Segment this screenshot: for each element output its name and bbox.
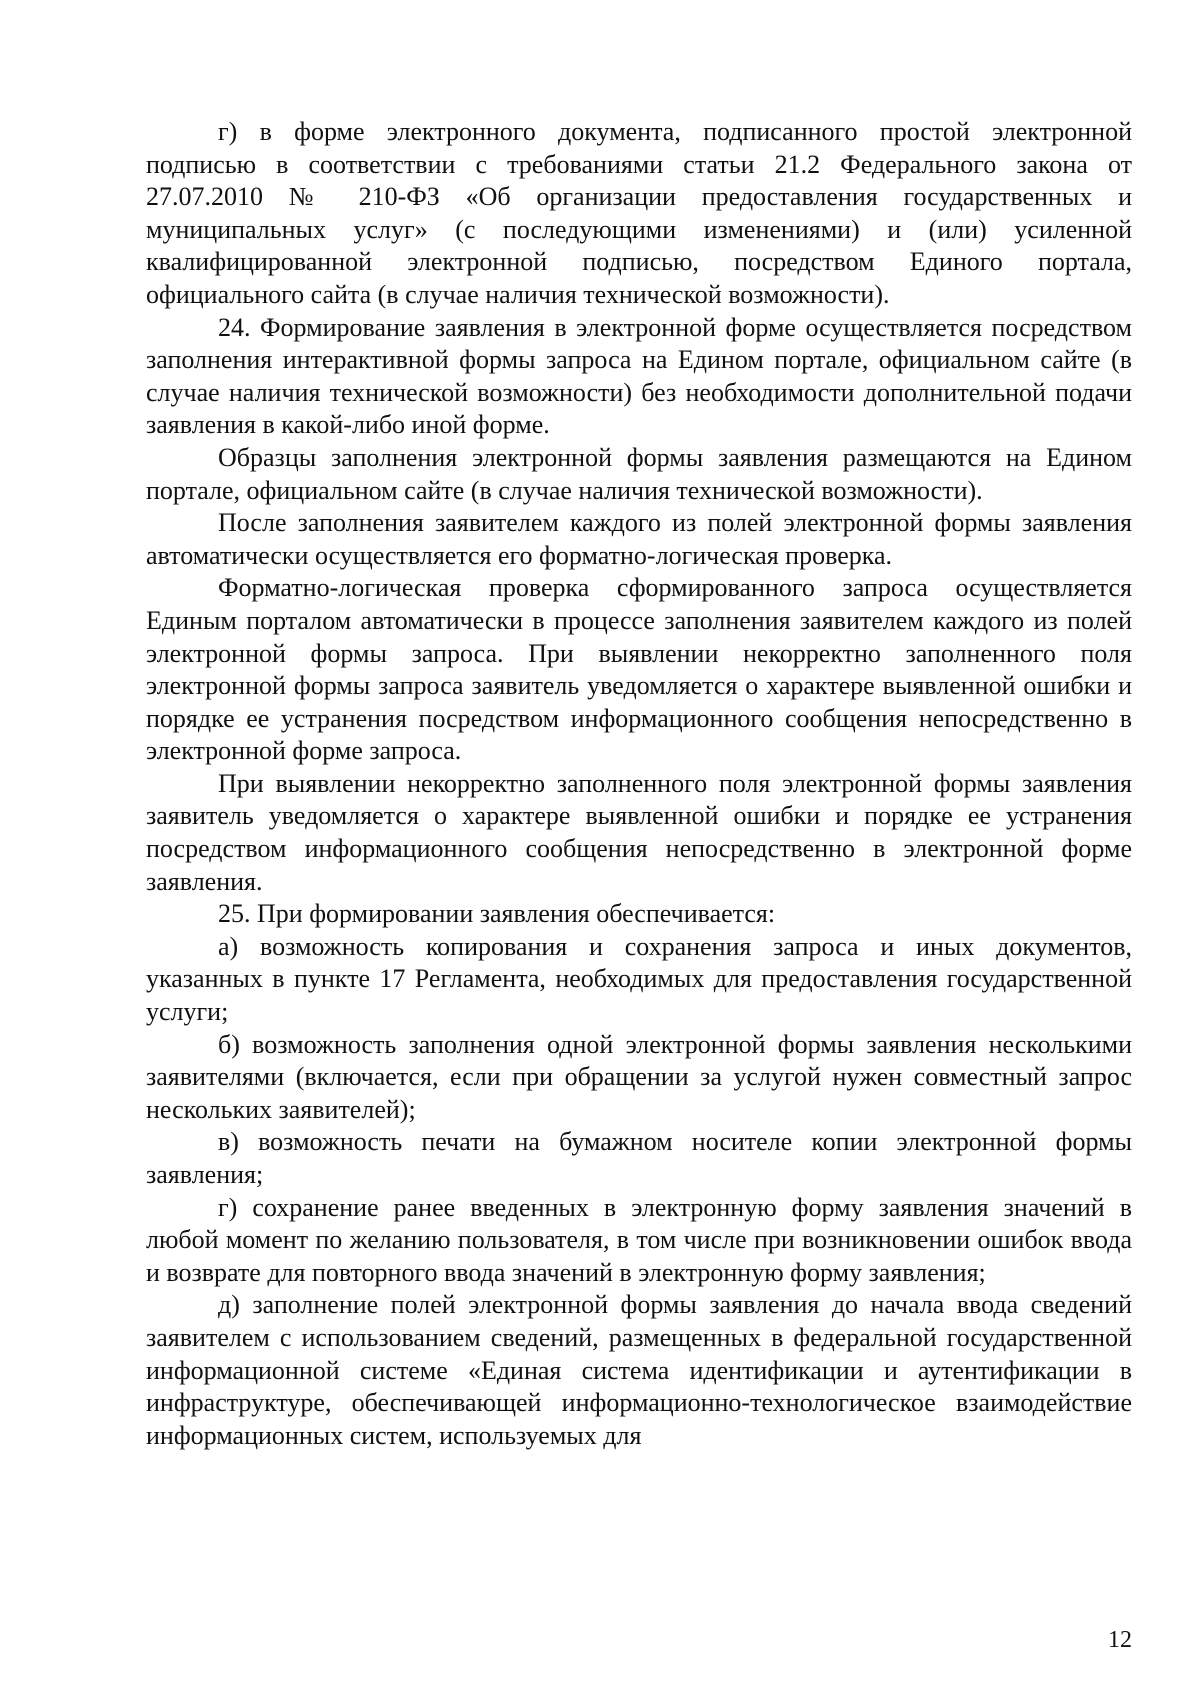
paragraph-25-b: б) возможность заполнения одной электронной формы заявления несколькими заявителями (включается, если при обращении за услугой нужен совместный запрос нескольких заявителей); xyxy=(146,1029,1132,1124)
paragraph-24-form-submission: 24. Формирование заявления в электронной форме осуществляется посредством заполнения интерактивной формы запроса на Едином портале, официальном сайте (в случае наличия технической возможности) без необходимости дополнительной подачи заявления в какой-либо иной форме. xyxy=(146,312,1132,440)
paragraph-g-electronic-signature: г) в форме электронного документа, подписанного простой электронной подписью в соответствии с требованиями статьи 21.2 Федерального закона от 27.07.2010 № 210-ФЗ «Об организации предоставления государственных и муниципальных услуг» (с последующими изменениями) и (или) усиленной квалифицированной электронной подписью, посредством Единого портала, официального сайта (в случае наличия технической возможности). xyxy=(146,117,1132,309)
paragraph-25-v: в) возможность печати на бумажном носителе копии электронной формы заявления; xyxy=(146,1127,1132,1189)
page-number: 12 xyxy=(1108,1627,1132,1653)
paragraph-format-logic-check: Форматно-логическая проверка сформированного запроса осуществляется Единым порталом автоматически в процессе заполнения заявителем каждого из полей электронной формы запроса. При выявлении некорректно заполненного поля электронной формы запроса заявитель уведомляется о характере выявленной ошибки и порядке ее устранения посредством информационного сообщения непосредственно в электронной форме запроса. xyxy=(146,573,1132,766)
paragraph-25-a: а) возможность копирования и сохранения запроса и иных документов, указанных в пункте 17 Регламента, необходимых для предоставления государственной услуги; xyxy=(146,931,1132,1027)
paragraph-form-samples: Образцы заполнения электронной формы заявления размещаются на Едином портале, официальном сайте (в случае наличия технической возможности). xyxy=(146,442,1132,505)
paragraph-25-g: г) сохранение ранее введенных в электронную форму заявления значений в любой момент по желанию пользователя, в том числе при возникновении ошибок ввода и возврате для повторного ввода значений в электронную форму заявления; xyxy=(146,1192,1132,1287)
paragraph-25-d: д) заполнение полей электронной формы заявления до начала ввода сведений заявителем с использованием сведений, размещенных в федеральной государственной информационной системе «Единая система идентификации и аутентификации в инфраструктуре, обеспечивающей информационно-технологическое взаимодействие информационных систем, используемых для xyxy=(146,1290,1132,1450)
paragraph-25-heading: 25. При формировании заявления обеспечивается: xyxy=(218,899,776,929)
paragraph-incorrect-field: При выявлении некорректно заполненного поля электронной формы заявления заявитель уведомляется о характере выявленной ошибки и порядке ее устранения посредством информационного сообщения непосредственно в электронной форме заявления. xyxy=(146,768,1132,896)
paragraph-format-check: После заполнения заявителем каждого из полей электронной формы заявления автоматически осуществляется его форматно-логическая проверка. xyxy=(146,508,1132,570)
document-body xyxy=(146,116,1132,1452)
